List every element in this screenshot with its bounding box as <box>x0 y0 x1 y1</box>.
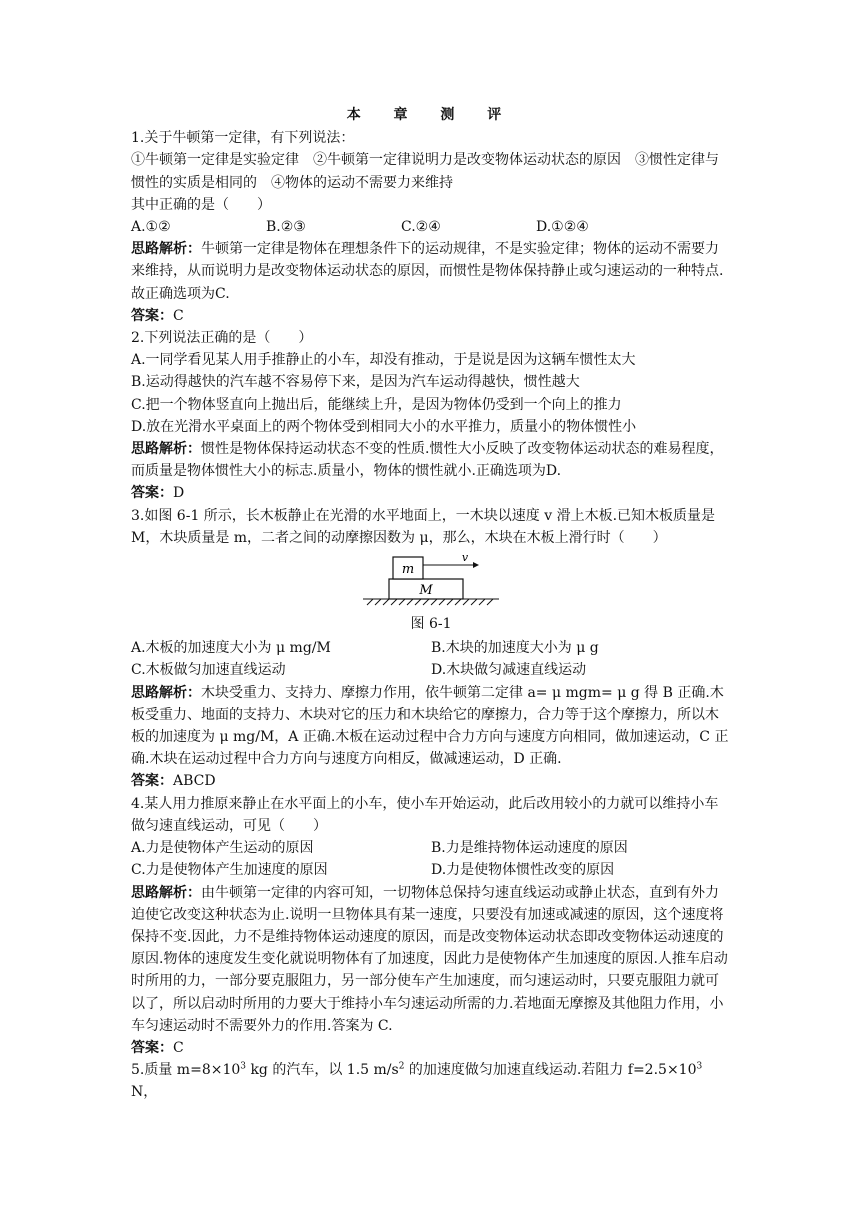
q3-option-d: D.木块做匀减速直线运动 <box>431 662 587 679</box>
analysis-text: 由牛顿第一定律的内容可知，一切物体总保持匀速直线运动或静止状态，直到有外力迫使它改变这种状态为止.说明一旦物体具有某一速度，只要没有加速或减速的原因，这个速度将保持不变.因此，力不是维持物体运动速度的原因，而是改变物体运动状态即改变物体运动速度的原因.物体的速度发生变化就说明物体有了加速度，因此力是使物体产生加速度的原因.人推车启动时所用的力，一部分要克服阻力，另一部分使车产生加速度，而匀速运动时，只要克服阻力就可以了，所以启动时所用的力要大于维持小车匀速运动所需的力.若地面无摩擦及其他阻力作用，小车匀速运动时不需要外力的作用.答案为 C. <box>131 884 728 1034</box>
q5-stem <box>131 1059 731 1103</box>
analysis-text: 惯性是物体保持运动状态不变的性质.惯性大小反映了改变物体运动状态的难易程度，而质量是物体惯性大小的标志.质量小，物体的惯性就小.正确选项为D. <box>131 441 724 480</box>
q5-stem-part: kg 的汽车，以 1.5 m/s <box>246 1062 399 1079</box>
chapter-title: 本 章 测 评 <box>346 107 516 123</box>
answer-label: 答案： <box>131 307 173 324</box>
document-page <box>131 104 731 1104</box>
analysis-label: 思路解析： <box>131 241 201 258</box>
answer-value: ABCD <box>173 773 216 790</box>
figure-caption: 图 6-1 <box>410 616 452 633</box>
q4-analysis <box>131 882 731 1037</box>
q2-answer <box>131 482 731 504</box>
figure-6-1 <box>131 553 731 637</box>
q5-stem-part: 5.质量 m=8×10 <box>131 1062 241 1079</box>
q2-option-d: D.放在光滑水平桌面上的两个物体受到相同大小的水平推力，质量小的物体惯性小 <box>131 418 637 435</box>
answer-label: 答案： <box>131 485 173 502</box>
q4-option-c: C.力是使物体产生加速度的原因 <box>131 862 328 879</box>
exponent: 2 <box>398 1061 405 1072</box>
q1-option-b: B.②③ <box>266 219 306 236</box>
analysis-label: 思路解析： <box>131 684 201 701</box>
exponent: 3 <box>696 1061 703 1072</box>
q2-option-a: A.一同学看见某人用手推静止的小车，却没有推动，于是说是因为这辆车惯性太大 <box>131 352 636 369</box>
q3-option-a: A.木板的加速度大小为 μ mg/M <box>131 640 331 657</box>
analysis-text: 牛顿第一定律是物体在理想条件下的运动规律，不是实验定律；物体的运动不需要力来维持，从而说明力是改变物体运动状态的原因，而惯性是物体保持静止或匀速运动的一种特点.故正确选项为C. <box>131 241 724 302</box>
velocity-label: v <box>461 553 469 565</box>
q3-answer <box>131 770 731 792</box>
q3-option-b: B.木块的加速度大小为 μ g <box>431 640 599 657</box>
velocity-arrowhead <box>473 562 479 568</box>
q2-analysis <box>131 438 731 482</box>
block-m-label: m <box>401 562 415 578</box>
q1-answer <box>131 305 731 327</box>
answer-label: 答案： <box>131 773 173 790</box>
answer-value: D <box>173 485 185 502</box>
board-M-label: M <box>419 583 433 599</box>
q5-stem-part: 的加速度做匀加速直线运动.若阻力 f=2.5×10 <box>404 1062 697 1079</box>
analysis-label: 思路解析： <box>131 884 201 901</box>
q3-options-row1 <box>131 637 731 659</box>
q1-options <box>131 216 731 238</box>
ground-hatching <box>363 599 499 605</box>
q5-stem-part: N， <box>131 1084 158 1101</box>
q4-answer <box>131 1037 731 1059</box>
analysis-label: 思路解析： <box>131 441 201 458</box>
q4-option-b: B.力是维持物体运动速度的原因 <box>431 840 628 857</box>
q3-options-row2 <box>131 659 731 681</box>
q1-prompt: 其中正确的是（ ） <box>131 196 271 213</box>
q4-options-row1 <box>131 837 731 859</box>
q1-option-c: C.②④ <box>401 219 441 236</box>
q2-option-c: C.把一个物体竖直向上抛出后，能继续上升，是因为物体仍受到一个向上的推力 <box>131 396 622 413</box>
q4-option-d: D.力是使物体惯性改变的原因 <box>431 862 615 879</box>
analysis-text: 木块受重力、支持力、摩擦力作用，依牛顿第二定律 a= μ mgm= μ g 得 B 正确.木板受重力、地面的支持力、木块对它的压力和木块给它的摩擦力，合力等于这个摩擦力，所以木板的加速度为 μ mg/M，A 正确.木板在运动过程中合力方向与速度方向相同，做加速运动，C 正确.木块在运动过程中合力方向与速度方向相反，做减速运动，D 正确. <box>131 684 729 768</box>
block-on-board-diagram <box>361 553 501 611</box>
q1-analysis <box>131 238 731 305</box>
q4-options-row2 <box>131 859 731 881</box>
q1-statements: ①牛顿第一定律是实验定律 ②牛顿第一定律说明力是改变物体运动状态的原因 ③惯性定律与惯性的实质是相同的 ④物体的运动不需要力来维持 <box>131 152 719 191</box>
q3-stem: 3.如图 6-1 所示，长木板静止在光滑的水平地面上，一木块以速度 v 滑上木板.已知木板质量是 M，木块质量是 m，二者之间的动摩擦因数为 μ，那么，木块在木板上滑行时（ ） <box>131 507 716 546</box>
answer-label: 答案： <box>131 1039 173 1056</box>
exponent: 3 <box>240 1061 246 1072</box>
q4-stem: 4.某人用力推原来静止在水平面上的小车，使小车开始运动，此后改用较小的力就可以维持小车做匀速直线运动，可见（ ） <box>131 795 719 834</box>
q2-option-b: B.运动得越快的汽车越不容易停下来，是因为汽车运动得越快，惯性越大 <box>131 374 580 391</box>
q4-option-a: A.力是使物体产生运动的原因 <box>131 840 314 857</box>
q1-option-d: D.①②④ <box>536 219 589 236</box>
q3-analysis <box>131 682 731 771</box>
q2-stem: 2.下列说法正确的是（ ） <box>131 330 313 347</box>
q3-option-c: C.木板做匀加速直线运动 <box>131 662 286 679</box>
q1-stem: 1.关于牛顿第一定律，有下列说法： <box>131 130 355 147</box>
answer-value: C <box>173 307 184 324</box>
answer-value: C <box>173 1039 184 1056</box>
q1-option-a: A.①② <box>131 219 171 236</box>
